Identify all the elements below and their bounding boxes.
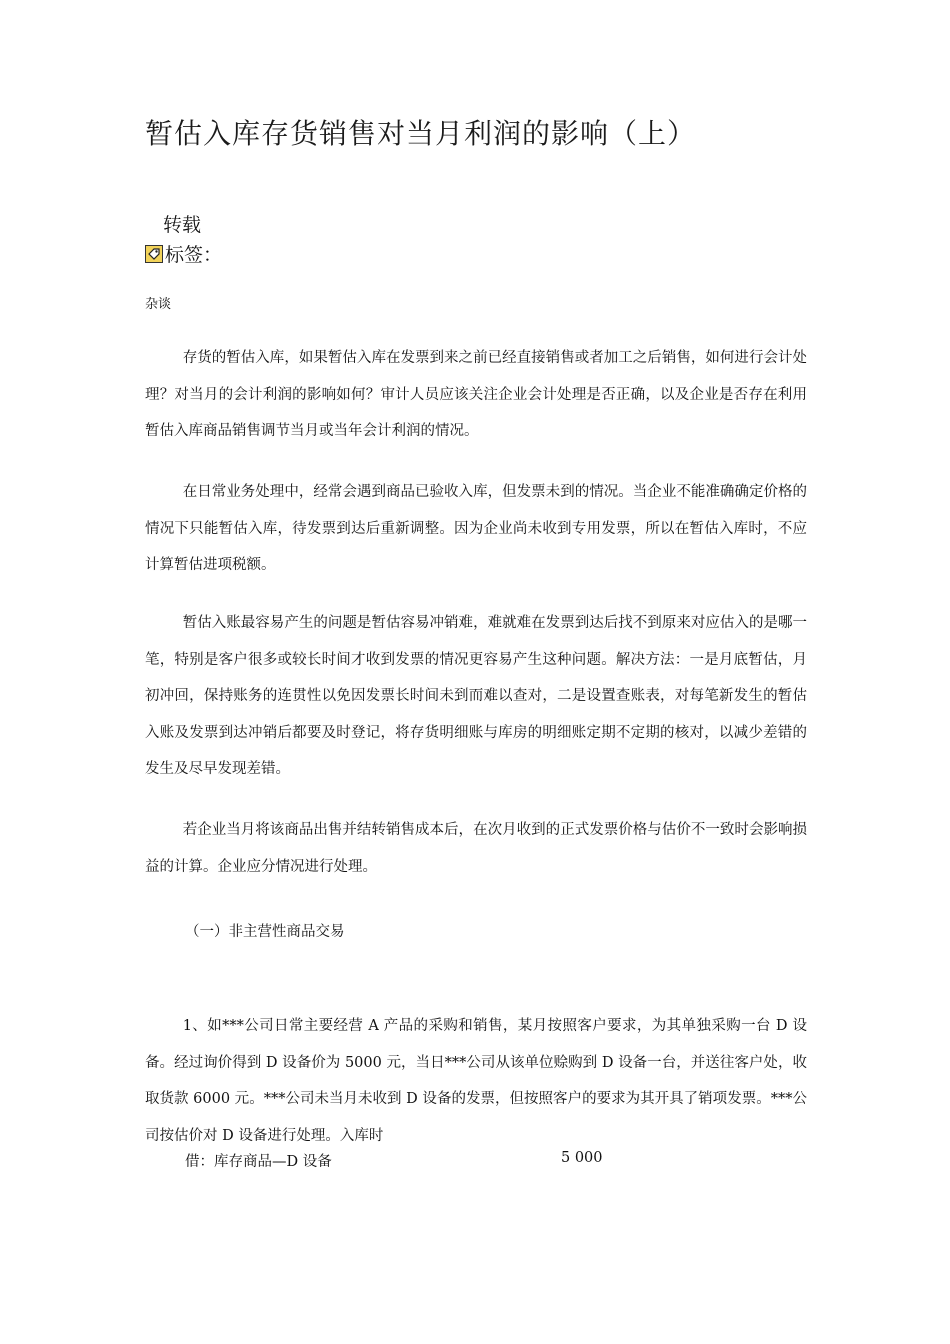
paragraph-4: 若企业当月将该商品出售并结转销售成本后，在次月收到的正式发票价格与估价不一致时会影响损益的计算。企业应分情况进行处理。 — [145, 822, 807, 875]
section-heading: （一）非主营性商品交易 — [185, 924, 345, 940]
paragraph-5: 1、如***公司日常主要经营 A 产品的采购和销售，某月按照客户要求，为其单独采购一台 D 设备。经过询价得到 D 设备价为 5000 元，当日***公司从该单位赊购到 D 设备一台，并送往客户处，收取货款 6000 元。***公司未当月未收到 D 设备的发票，但按照客户的要求为其开具了销项发票。***公司按估价对 D 设备进行处理。入库时 — [145, 1018, 807, 1144]
tags-label: 标签： — [165, 244, 223, 266]
paragraph-3: 暂估入账最容易产生的问题是暂估容易冲销难，难就难在发票到达后找不到原来对应估入的是哪一笔，特别是客户很多或较长时间才收到发票的情况更容易产生这种问题。解决方法：一是月底暂估，月初冲回，保持账务的连贯性以免因发票长时间未到而难以查对，二是设置查账表，对每笔新发生的暂估入账及发票到达冲销后都要及时登记，将存货明细账与库房的明细账定期不定期的核对，以减少差错的发生及尽早发现差错。 — [145, 615, 807, 777]
journal-entry-label: 借：库存商品—D 设备 — [185, 1154, 332, 1170]
paragraph-1: 存货的暂估入库，如果暂估入库在发票到来之前已经直接销售或者加工之后销售，如何进行会计处理？对当月的会计利润的影响如何？审计人员应该关注企业会计处理是否正确，以及企业是否存在利用暂估入库商品销售调节当月或当年会计利润的情况。 — [145, 350, 807, 439]
paragraph-2: 在日常业务处理中，经常会遇到商品已验收入库，但发票未到的情况。当企业不能准确确定价格的情况下只能暂估入库，待发票到达后重新调整。因为企业尚未收到专用发票，所以在暂估入库时，不应计算暂估进项税额。 — [145, 484, 807, 573]
repost-label: 转载 — [163, 214, 202, 236]
tag-icon[interactable] — [145, 245, 163, 263]
page-title: 暂估入库存货销售对当月利润的影响（上） — [145, 117, 697, 150]
category-link[interactable]: 杂谈 — [145, 297, 172, 312]
journal-entry-amount: 5 000 — [561, 1150, 603, 1166]
tags-row — [145, 240, 222, 267]
